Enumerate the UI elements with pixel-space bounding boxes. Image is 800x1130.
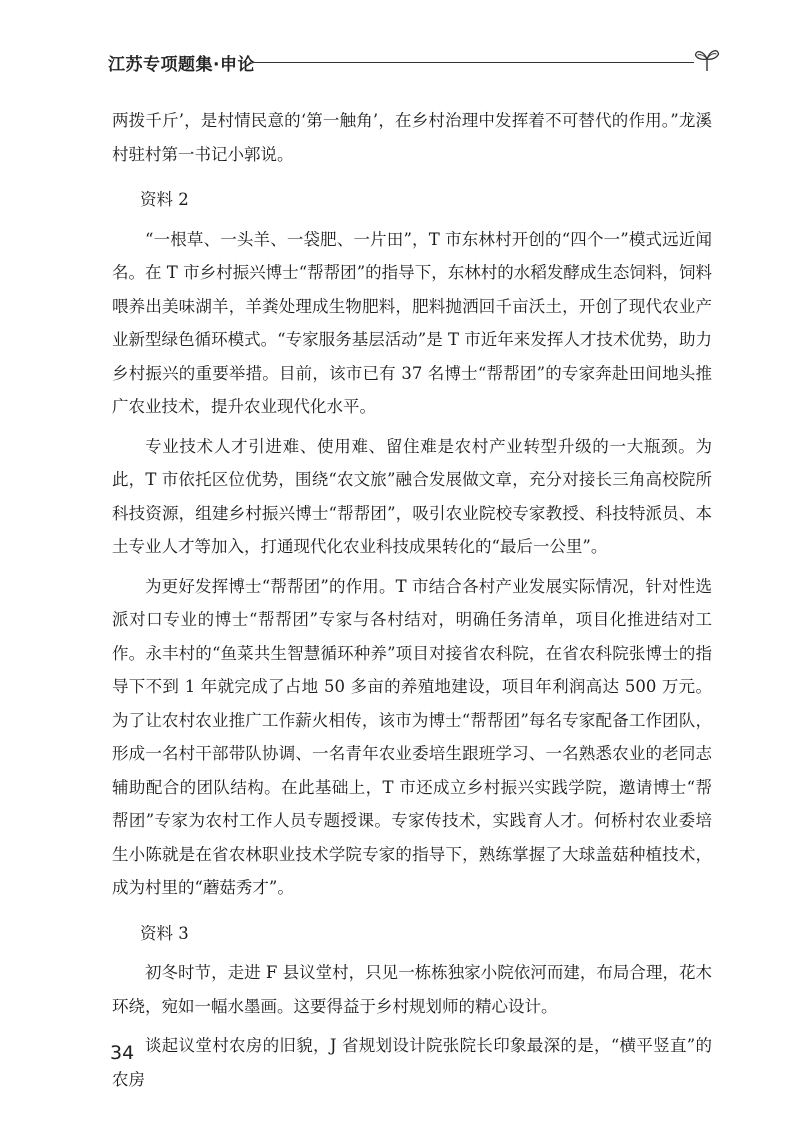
paragraph-dongling-model: “一根草、一头羊、一袋肥、一片田”，T 市东林村开创的“四个一”模式远近闻名。在 T 市乡村振兴博士“帮帮团”的指导下，东林村的水稻发酵成生态饲料，饲料喂养出美味湖羊，羊粪处理成生物肥料，肥料抛洒回千亩沃土，开创了现代农业产业新型绿色循环模式。“专家服务基层活动”是 T 市近年来发挥人才技术优势，助力乡村振兴的重要举措。目前，该市已有 37 名博士“帮帮团”的专家奔赴田间地头推广农业技术，提升农业现代化水平。 [112,229,712,416]
sprout-icon [694,46,720,72]
section-heading-material-3: 资料 3 [140,923,189,943]
header-rule [254,62,694,63]
paragraph-old-houses: 谈起议堂村农房的旧貌，J 省规划设计院张院长印象最深的是，“横平竖直”的农房 [112,1036,712,1089]
paragraph-help-team-role: 为更好发挥博士“帮帮团”的作用。T 市结合各村产业发展实际情况，针对性选派对口专业的博士“帮帮团”专家与各村结对，明确任务清单，项目化推进结对工作。永丰村的“鱼菜共生智慧循环种养”项目对接省农科院，在省农科院张博士的指导下不到 1 年就完成了占地 50 多亩的养殖地建设，项目年利润高达 500 万元。为了让农村农业推广工作薪火相传，该市为博士“帮帮团”每名专家配备工作团队，形成一名村干部带队协调、一名青年农业委培生跟班学习、一名熟悉农业的老同志辅助配合的团队结构。在此基础上，T 市还成立乡村振兴实践学院，邀请博士“帮帮团”专家为农村工作人员专题授课。专家传技术，实践育人才。何桥村农业委培生小陈就是在省农林职业技术学院专家的指导下，熟练掌握了大球盖菇种植技术，成为村里的“蘑菇秀才”。 [112,576,712,897]
section-heading-material-2: 资料 2 [140,190,189,209]
paragraph-continued: 两拨千斤’，是村情民意的‘第一触角’，在乡村治理中发挥着不可替代的作用。”龙溪村驻村第一书记小郭说。 [112,111,712,164]
paragraph-yitang-village: 初冬时节，走进 F 县议堂村，只见一栋栋独家小院依河而建，布局合理，花木环绕，宛如一幅水墨画。这要得益于乡村规划师的精心设计。 [112,963,712,1016]
paragraph-talent-challenge: 专业技术人才引进难、使用难、留住难是农村产业转型升级的一大瓶颈。为此，T 市依托区位优势，围绕“农文旅”融合发展做文章，充分对接长三角高校院所科技资源，组建乡村振兴博士“帮帮团”，吸引农业院校专家教授、科技特派员、本土专业人才等加入，打通现代化农业科技成果转化的“最后一公里”。 [112,436,712,556]
running-header [108,46,720,76]
header-title: 江苏专项题集·申论 [108,55,255,75]
main-text [112,104,712,1096]
page-number: 34 [110,1042,135,1064]
